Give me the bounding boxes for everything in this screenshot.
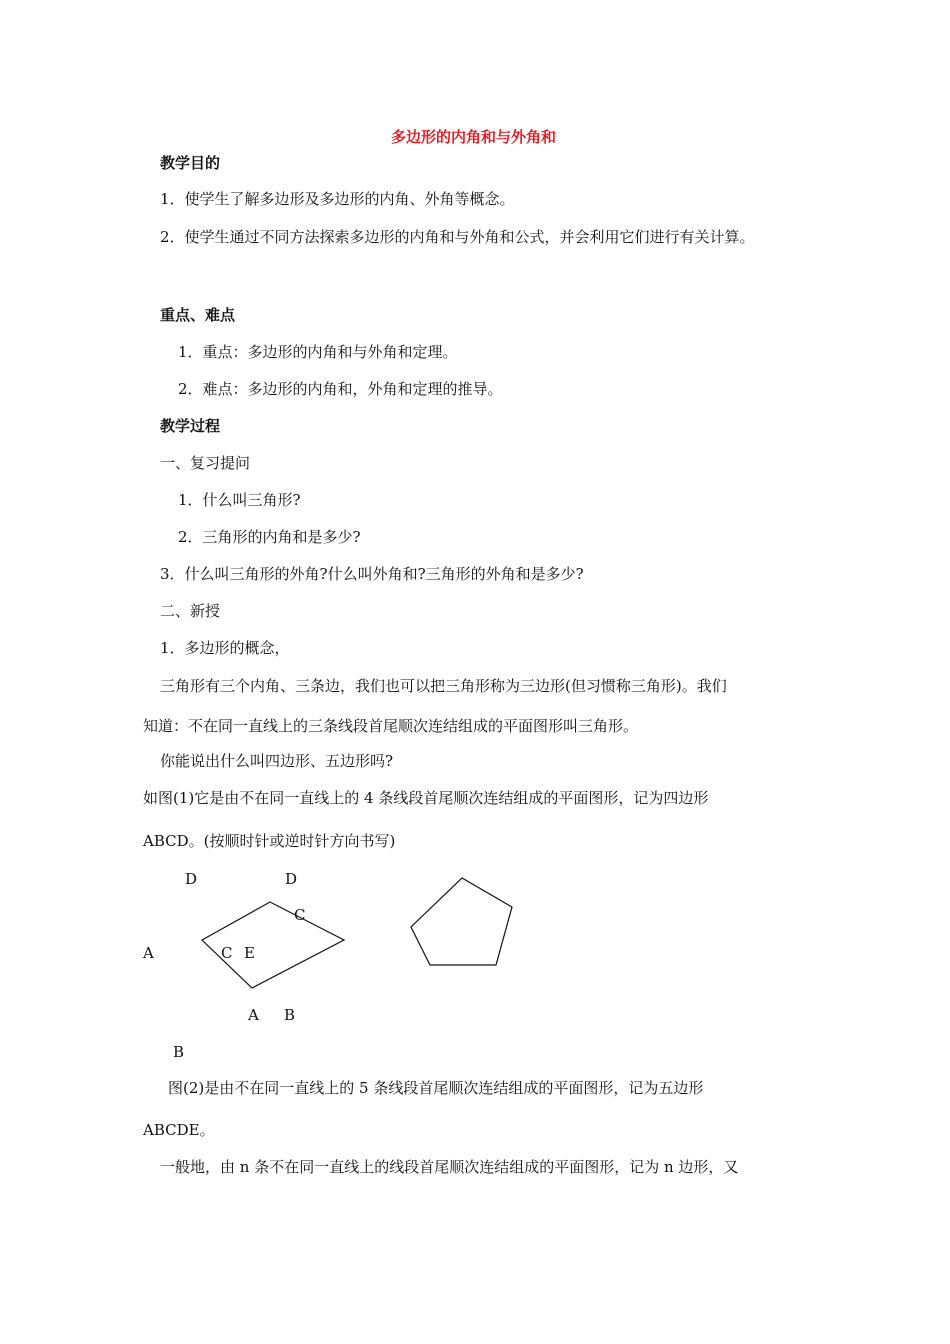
- label-c-top: C: [294, 906, 306, 924]
- review-question-2: 2．三角形的内角和是多少?: [178, 528, 361, 546]
- review-heading: 一、复习提问: [160, 454, 251, 472]
- pentagon-shape: [411, 878, 512, 965]
- new-lesson-heading: 二、新授: [160, 602, 221, 620]
- label-a-left: A: [143, 944, 154, 962]
- objectives-heading: 教学目的: [160, 154, 221, 172]
- review-question-3: 3．什么叫三角形的外角?什么叫外角和?三角形的外角和是多少?: [160, 565, 584, 583]
- objective-1: 1．使学生了解多边形及多边形的内角、外角等概念。: [160, 190, 515, 208]
- paragraph-4-line-2: ABCDE。: [143, 1121, 215, 1139]
- review-question-1: 1．什么叫三角形?: [178, 491, 301, 509]
- label-c-center: C: [221, 944, 233, 962]
- label-e-center: E: [244, 944, 255, 962]
- label-a-bottom: A: [248, 1006, 259, 1024]
- paragraph-5-line-1: 一般地，由 n 条不在同一直线上的线段首尾顺次连结组成的平面图形，记为 n 边形，又: [160, 1158, 739, 1176]
- key-point-2: 2．难点：多边形的内角和，外角和定理的推导。: [178, 380, 503, 398]
- paragraph-4-line-1: 图(2)是由不在同一直线上的 5 条线段首尾顺次连结组成的平面图形，记为五边形: [168, 1079, 704, 1097]
- label-d-left: D: [185, 870, 198, 888]
- key-points-heading: 重点、难点: [160, 306, 236, 324]
- label-b-lower: B: [173, 1043, 185, 1061]
- paragraph-1-line-1: 三角形有三个内角、三条边，我们也可以把三角形称为三边形(但习惯称三角形)。我们: [160, 677, 727, 695]
- paragraph-3-line-2: ABCD。(按顺时针或逆时针方向书写): [143, 832, 396, 850]
- label-b-bottom: B: [284, 1006, 296, 1024]
- polygon-concept-heading: 1．多边形的概念，: [160, 639, 290, 657]
- process-heading: 教学过程: [160, 417, 221, 435]
- objective-2: 2．使学生通过不同方法探索多边形的内角和与外角和公式，并会利用它们进行有关计算。: [160, 228, 755, 246]
- paragraph-3-line-1: 如图(1)它是由不在同一直线上的 4 条线段首尾顺次连结组成的平面图形，记为四边形: [143, 789, 709, 807]
- paragraph-1-line-2: 知道：不在同一直线上的三条线段首尾顺次连结组成的平面图形叫三角形。: [143, 717, 639, 735]
- page-title: 多边形的内角和与外角和: [391, 128, 557, 146]
- key-point-1: 1．重点：多边形的内角和与外角和定理。: [178, 343, 458, 361]
- paragraph-2: 你能说出什么叫四边形、五边形吗?: [160, 752, 394, 770]
- label-d-right: D: [285, 870, 298, 888]
